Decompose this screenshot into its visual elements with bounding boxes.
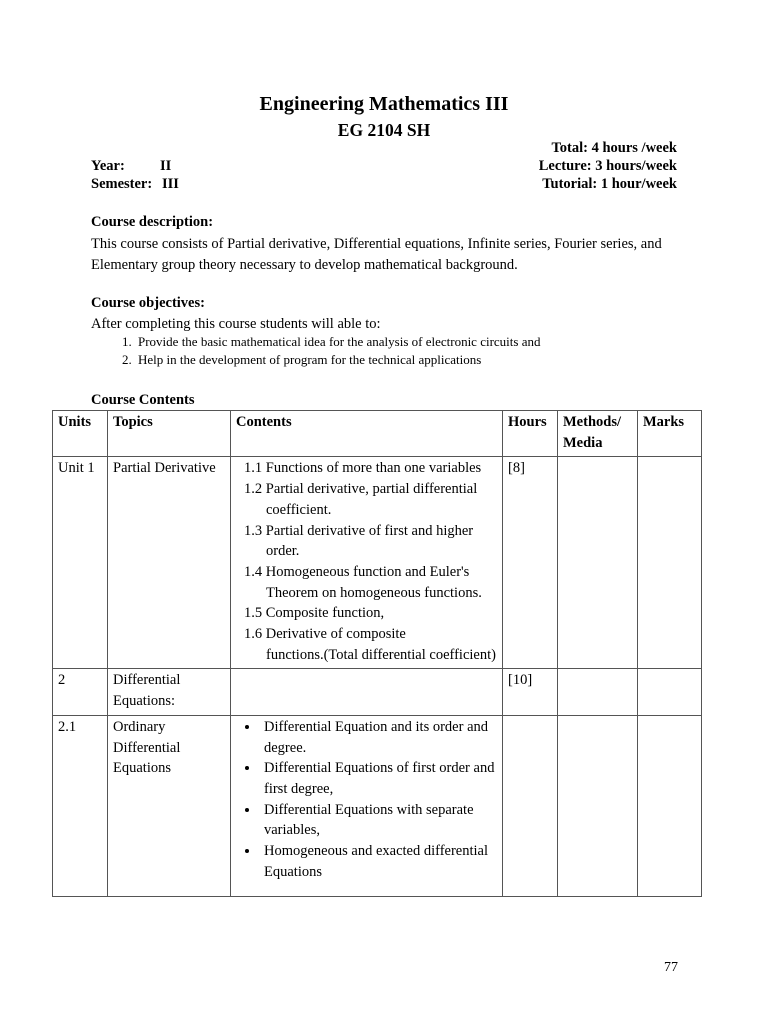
methods-cell: [558, 715, 638, 897]
content-line: [236, 624, 497, 665]
content-text: Derivative of composite: [265, 626, 406, 643]
page-number: 77: [664, 960, 678, 975]
marks-cell: [638, 457, 702, 669]
total-hours: Total: 4 hours /week: [551, 140, 677, 156]
content-line: [236, 458, 497, 479]
tutorial-hours: Tutorial: 1 hour/week: [542, 176, 677, 192]
lecture-hours: Lecture: 3 hours/week: [538, 158, 677, 174]
column-header-methods: Methods/ Media: [558, 411, 638, 457]
contents-cell: [231, 457, 503, 669]
list-item: • Differential Equations with separate variables,: [260, 800, 497, 841]
semester-label: Semester:: [91, 176, 153, 192]
unit-cell: Unit 1: [53, 457, 108, 669]
marks-cell: [638, 669, 702, 715]
content-line: [236, 521, 497, 562]
content-number: 1.5: [244, 605, 263, 622]
content-number: 1.3: [244, 522, 263, 539]
hours-cell: [8]: [503, 457, 558, 669]
hours-cell: [503, 715, 558, 897]
content-text-continued: Theorem on homogeneous functions.: [266, 584, 482, 601]
course-code: EG 2104 SH: [337, 120, 431, 140]
column-header-units: Units: [53, 411, 108, 457]
column-header-topics: Topics: [108, 411, 231, 457]
course-title: Engineering Mathematics III: [259, 93, 509, 115]
content-text: Composite function,: [265, 605, 385, 622]
content-number: 1.4: [244, 563, 263, 580]
content-line: [236, 603, 497, 624]
methods-cell: [558, 457, 638, 669]
topic-cell: Differential Equations:: [108, 669, 231, 715]
marks-cell: [638, 715, 702, 897]
content-text: Homogeneous function and Euler's: [265, 563, 470, 580]
objective-item: 1. Provide the basic mathematical idea for the analysis of electronic circuits and: [135, 333, 541, 351]
description-text: This course consists of Partial derivative, Differential equations, Infinite series, Fourier series, and Elementary group theory necessary to develop mathematical background.: [91, 236, 662, 273]
objectives-intro: After completing this course students will able to:: [91, 316, 381, 332]
content-text: Functions of more than one variables: [265, 460, 482, 477]
year-label: Year:: [91, 158, 125, 174]
objectives-heading: Course objectives:: [91, 295, 205, 311]
objectives-list: [91, 333, 541, 369]
content-text: Partial derivative, partial differential: [265, 481, 478, 498]
list-item: • Homogeneous and exacted differential Equations: [260, 841, 497, 882]
contents-cell: [231, 669, 503, 715]
objective-item: 2. Help in the development of program for the technical applications: [135, 351, 541, 369]
methods-cell: [558, 669, 638, 715]
content-text: Partial derivative of first and higher: [265, 522, 474, 539]
table-header-row: [53, 411, 702, 457]
list-item: • Differential Equations of first order and first degree,: [260, 758, 497, 799]
column-header-hours: Hours: [503, 411, 558, 457]
content-number: 1.1: [244, 460, 263, 477]
list-item: • Differential Equation and its order and degree.: [260, 717, 497, 758]
content-text-continued: order.: [266, 543, 300, 560]
table-row: [53, 669, 702, 715]
table-row: [53, 457, 702, 669]
topic-cell: Ordinary Differential Equations: [108, 715, 231, 897]
content-number: 1.6: [244, 626, 263, 643]
course-contents-heading: Course Contents: [91, 392, 195, 408]
semester-value: III: [162, 176, 179, 192]
column-header-contents: Contents: [231, 411, 503, 457]
hours-cell: [10]: [503, 669, 558, 715]
table-row: [53, 715, 702, 897]
content-bullet-list: [236, 717, 497, 883]
content-text-continued: coefficient.: [266, 501, 332, 518]
content-number: 1.2: [244, 481, 263, 498]
course-contents-table: [52, 410, 702, 897]
year-value: II: [160, 158, 172, 174]
description-heading: Course description:: [91, 214, 214, 230]
content-line: [236, 562, 497, 603]
contents-cell: [231, 715, 503, 897]
unit-cell: 2.1: [53, 715, 108, 897]
unit-cell: 2: [53, 669, 108, 715]
content-text-continued: functions.(Total differential coefficient): [266, 646, 496, 663]
column-header-marks: Marks: [638, 411, 702, 457]
content-line: [236, 479, 497, 520]
topic-cell: Partial Derivative: [108, 457, 231, 669]
